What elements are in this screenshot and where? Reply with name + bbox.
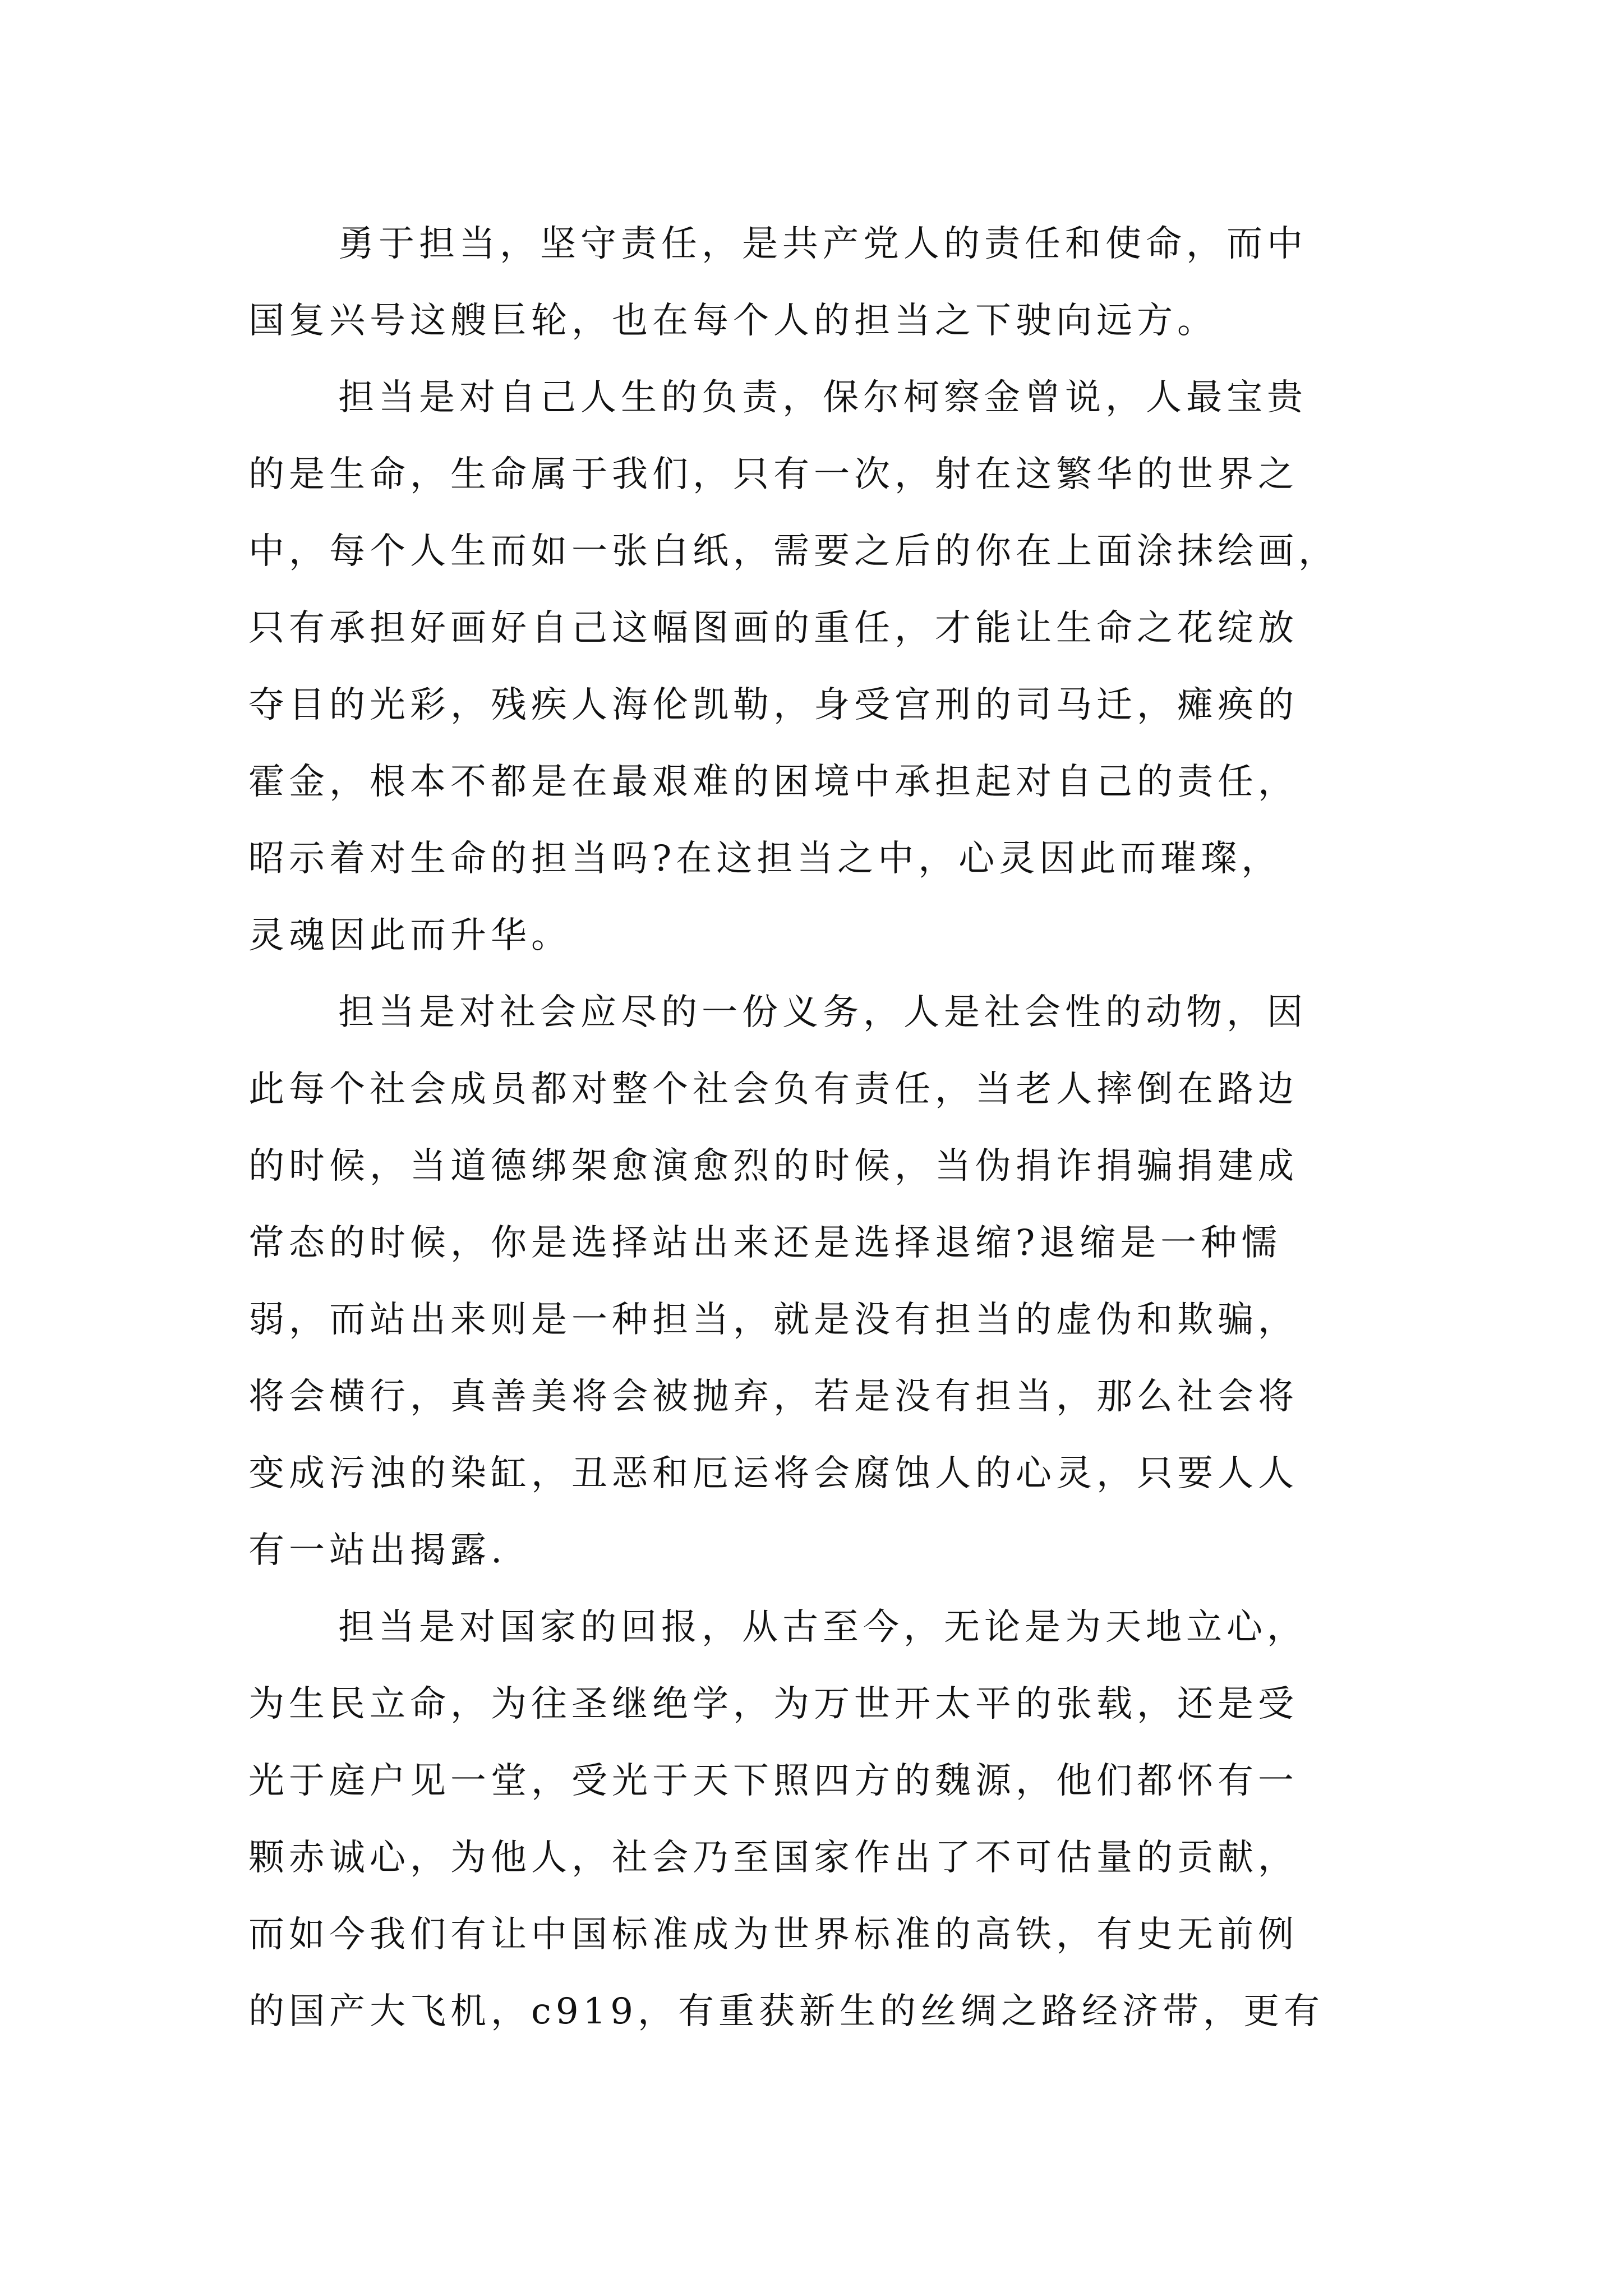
paragraph-3-line-8: 有一站出揭露. [248, 1530, 507, 1571]
paragraph-3-line-6: 将会横行，真善美将会被抛弃，若是没有担当，那么社会将 [248, 1376, 1298, 1418]
paragraph-1-line-1: 勇于担当，坚守责任，是共产党人的责任和使命，而中 [338, 223, 1307, 265]
paragraph-4-line-4: 颗赤诚心，为他人，社会乃至国家作出了不可估量的贡献， [248, 1837, 1298, 1879]
paragraph-2-line-2: 的是生命，生命属于我们，只有一次，射在这繁华的世界之 [248, 454, 1298, 495]
paragraph-2-line-6: 霍金，根本不都是在最艰难的困境中承担起对自己的责任， [248, 761, 1298, 803]
paragraph-2-line-8: 灵魂因此而升华。 [248, 915, 571, 956]
paragraph-4-line-3: 光于庭户见一堂，受光于天下照四方的魏源，他们都怀有一 [248, 1760, 1298, 1802]
paragraph-4-line-5: 而如今我们有让中国标准成为世界标准的高铁，有史无前例 [248, 1914, 1298, 1955]
paragraph-3-line-3: 的时候，当道德绑架愈演愈烈的时候，当伪捐诈捐骗捐建成 [248, 1145, 1298, 1187]
paragraph-4-line-1: 担当是对国家的回报，从古至今，无论是为天地立心， [338, 1607, 1307, 1648]
paragraph-3-line-1: 担当是对社会应尽的一份义务，人是社会性的动物，因 [338, 992, 1307, 1033]
paragraph-3-line-7: 变成污浊的染缸，丑恶和厄运将会腐蚀人的心灵，只要人人 [248, 1453, 1298, 1494]
paragraph-1-line-2: 国复兴号这艘巨轮，也在每个人的担当之下驶向远方。 [248, 300, 1218, 342]
paragraph-2-line-1: 担当是对自己人生的负责，保尔柯察金曾说，人最宝贵 [338, 377, 1307, 418]
paragraph-4-line-2: 为生民立命，为往圣继绝学，为万世开太平的张载，还是受 [248, 1683, 1298, 1725]
paragraph-4-line-6: 的国产大飞机，c919，有重获新生的丝绸之路经济带，更有 [248, 1991, 1324, 2032]
paragraph-3-line-2: 此每个社会成员都对整个社会负有责任，当老人摔倒在路边 [248, 1069, 1298, 1110]
paragraph-3-line-4: 常态的时候，你是选择站出来还是选择退缩?退缩是一种懦 [248, 1222, 1282, 1264]
paragraph-3-line-5: 弱，而站出来则是一种担当，就是没有担当的虚伪和欺骗， [248, 1299, 1298, 1341]
paragraph-2-line-5: 夺目的光彩，残疾人海伦凯勒，身受宫刑的司马迁，瘫痪的 [248, 684, 1298, 726]
paragraph-2-line-3: 中，每个人生而如一张白纸，需要之后的你在上面涂抹绘画， [248, 531, 1339, 572]
paragraph-2-line-7: 昭示着对生命的担当吗?在这担当之中，心灵因此而璀璨， [248, 838, 1282, 880]
paragraph-2-line-4: 只有承担好画好自己这幅图画的重任，才能让生命之花绽放 [248, 608, 1298, 649]
